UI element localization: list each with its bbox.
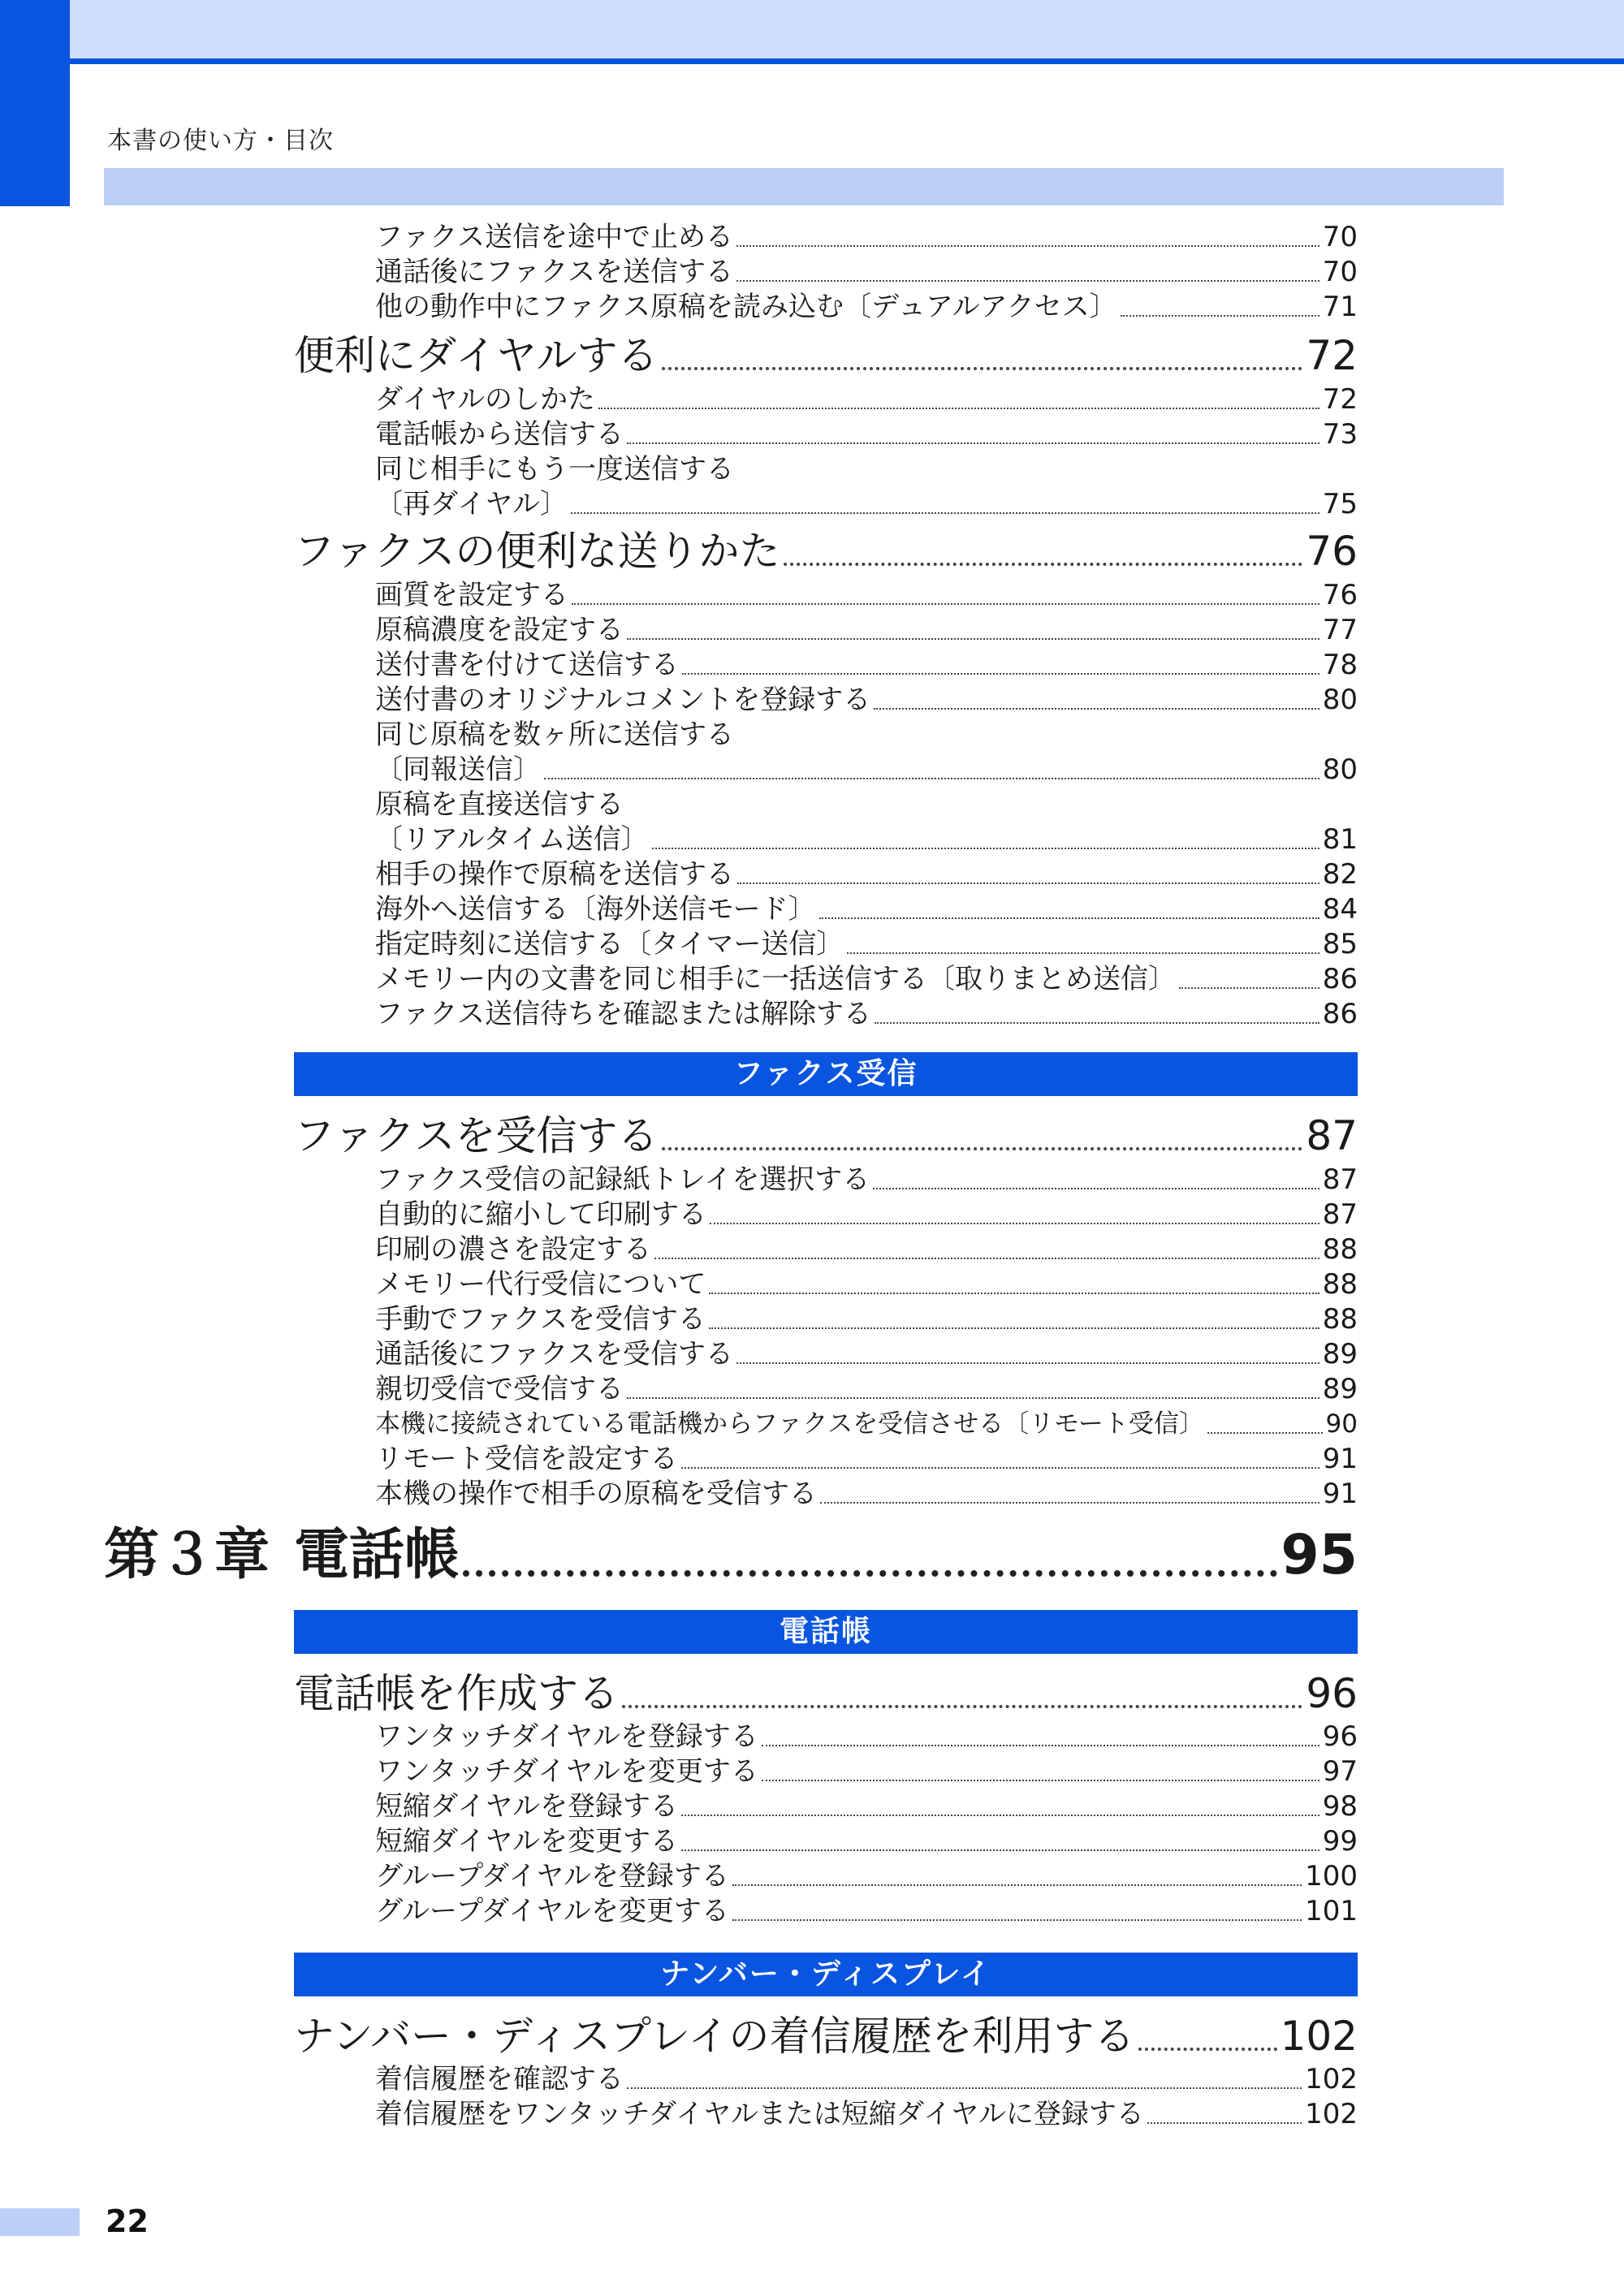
- toc-entry-title: 印刷の濃さを設定する: [375, 1233, 651, 1266]
- leader-dots: [732, 1884, 1302, 1886]
- toc-section-page: 76: [1306, 528, 1358, 575]
- section-banner: ナンバー・ディスプレイ: [294, 1953, 1358, 1996]
- toc-entry-title: グループダイヤルを登録する: [375, 1860, 729, 1892]
- toc-entry-page: 76: [1322, 579, 1358, 611]
- toc-entry-page: 89: [1322, 1373, 1358, 1405]
- toc-entry[interactable]: [375, 291, 1358, 323]
- toc-section-title: 便利にダイヤルする: [294, 332, 659, 379]
- toc-entry-page: 101: [1305, 1895, 1358, 1927]
- toc-entry[interactable]: [375, 823, 1358, 856]
- toc-entry-title: 〔再ダイヤル〕: [375, 488, 568, 520]
- toc-entry[interactable]: [375, 1443, 1358, 1475]
- leader-dots: [737, 883, 1320, 884]
- leader-dots: [873, 1188, 1319, 1189]
- section-banner: 電話帳: [294, 1610, 1358, 1654]
- toc-entry-page: 87: [1322, 1163, 1358, 1196]
- footer-bar: [0, 2208, 80, 2236]
- toc-entry[interactable]: [375, 1478, 1358, 1510]
- toc-entry[interactable]: [375, 1895, 1358, 1927]
- toc-entry-page: 88: [1322, 1303, 1358, 1336]
- toc-entry-page: 73: [1322, 418, 1358, 451]
- toc-entry-page: 90: [1325, 1409, 1358, 1439]
- toc-entry-page: 75: [1322, 488, 1358, 520]
- leader-dots: [622, 1705, 1302, 1708]
- toc-entry-title-line1: 同じ相手にもう一度送信する: [375, 453, 734, 486]
- toc-entry-title: 通話後にファクスを送信する: [375, 256, 733, 288]
- toc-entry-page: 88: [1322, 1233, 1358, 1266]
- toc-entry[interactable]: [375, 893, 1358, 926]
- toc-entry[interactable]: [375, 928, 1358, 960]
- toc-section[interactable]: [294, 1669, 1358, 1718]
- toc-entry-title: ファクス送信待ちを確認または解除する: [375, 998, 871, 1030]
- toc-entry[interactable]: [375, 1198, 1358, 1231]
- toc-entry-title: グループダイヤルを変更する: [375, 1895, 729, 1927]
- toc-entry[interactable]: [375, 488, 1358, 520]
- leader-dots: [709, 1293, 1319, 1294]
- toc-entry-page: 102: [1305, 2063, 1358, 2095]
- toc-entry[interactable]: [375, 256, 1358, 288]
- leader-dots: [627, 2087, 1302, 2089]
- toc-entry-page: 96: [1322, 1720, 1358, 1753]
- toc-entry-page: 100: [1305, 1860, 1358, 1892]
- toc-entry-page: 97: [1322, 1755, 1358, 1788]
- toc-entry-title: 海外へ送信する〔海外送信モード〕: [375, 893, 816, 926]
- toc-entry-page: 80: [1322, 684, 1358, 716]
- toc-entry-page: 80: [1322, 753, 1358, 786]
- toc-entry[interactable]: [375, 753, 1358, 786]
- page-number: 22: [106, 2203, 149, 2239]
- toc-entry-title: 手動でファクスを受信する: [375, 1303, 706, 1336]
- toc-entry[interactable]: [375, 1163, 1358, 1196]
- toc-section[interactable]: [294, 1111, 1358, 1160]
- toc-entry-title: 画質を設定する: [375, 579, 568, 611]
- toc-entry[interactable]: [375, 418, 1358, 451]
- toc-entry-title: 相手の操作で原稿を送信する: [375, 858, 734, 891]
- leader-dots: [681, 1815, 1320, 1816]
- leader-dots: [736, 280, 1320, 282]
- toc-section-page: 72: [1306, 332, 1358, 379]
- leader-dots: [709, 1327, 1320, 1329]
- toc-section[interactable]: [294, 527, 1358, 576]
- toc-entry-title-line1: 同じ原稿を数ヶ所に送信する: [375, 719, 734, 751]
- leader-dots: [598, 408, 1320, 409]
- toc-section-page: 96: [1306, 1670, 1358, 1717]
- toc-section-title: ナンバー・ディスプレイの着信履歴を利用する: [294, 2013, 1135, 2060]
- toc-entry-page: 85: [1322, 928, 1358, 960]
- toc-entry-title: 通話後にファクスを受信する: [375, 1338, 733, 1370]
- chapter-title: 電話帳: [294, 1523, 460, 1587]
- leader-dots: [736, 1362, 1320, 1364]
- toc-entry-title: ファクス受信の記録紙トレイを選択する: [375, 1163, 870, 1196]
- leader-dots: [662, 367, 1303, 370]
- toc-entry-title-line1: 原稿を直接送信する: [375, 788, 624, 821]
- toc-entry[interactable]: [375, 1338, 1358, 1370]
- toc-entry-page: 98: [1322, 1790, 1358, 1823]
- toc-entry-page: 84: [1322, 893, 1358, 926]
- toc-entry[interactable]: [375, 1303, 1358, 1336]
- leader-dots: [762, 1780, 1320, 1781]
- toc-entry-title: 自動的に縮小して印刷する: [375, 1198, 706, 1231]
- leader-dots: [1138, 2048, 1277, 2051]
- toc-section-page: 87: [1306, 1112, 1358, 1159]
- toc-entry[interactable]: [375, 579, 1358, 611]
- toc-entry[interactable]: [375, 1373, 1358, 1405]
- toc-entry-title: 送付書のオリジナルコメントを登録する: [375, 684, 871, 716]
- leader-dots: [652, 848, 1320, 849]
- leader-dots: [571, 512, 1320, 514]
- leader-dots: [874, 708, 1319, 710]
- toc-entry-page: 81: [1322, 823, 1358, 856]
- toc-entry-title: ファクス送信を途中で止める: [375, 221, 733, 253]
- toc-entry-title: 短縮ダイヤルを登録する: [375, 1790, 678, 1823]
- toc-entry-page: 70: [1322, 221, 1358, 253]
- toc-entry-title: 親切受信で受信する: [375, 1373, 624, 1405]
- toc-entry-title: 着信履歴をワンタッチダイヤルまたは短縮ダイヤルに登録する: [375, 2098, 1144, 2130]
- toc-entry[interactable]: [375, 383, 1358, 416]
- toc-entry-title: 短縮ダイヤルを変更する: [375, 1825, 678, 1858]
- toc-section-title: ファクスを受信する: [294, 1112, 659, 1159]
- toc-entry-page: 89: [1322, 1338, 1358, 1370]
- toc-entry-page: 71: [1322, 291, 1358, 323]
- leader-dots: [1121, 315, 1320, 317]
- toc-entry[interactable]: [375, 684, 1358, 716]
- leader-dots: [1147, 2122, 1302, 2124]
- leader-dots: [627, 1397, 1320, 1399]
- leader-dots: [1207, 1432, 1323, 1434]
- leader-dots: [682, 673, 1320, 675]
- toc-entry-title: 指定時刻に送信する〔タイマー送信〕: [375, 928, 844, 960]
- toc-entry-page: 78: [1322, 649, 1358, 681]
- toc-entry[interactable]: [375, 1268, 1358, 1301]
- toc-entry[interactable]: [375, 1790, 1358, 1823]
- toc-entry[interactable]: [375, 1755, 1358, 1788]
- leader-dots: [627, 442, 1320, 444]
- leader-dots: [820, 1502, 1320, 1504]
- toc-entry-title: メモリー内の文書を同じ相手に一括送信する〔取りまとめ送信〕: [375, 963, 1176, 995]
- leader-dots: [710, 1223, 1320, 1224]
- toc-entry-page: 99: [1322, 1825, 1358, 1858]
- toc-entry-title: メモリー代行受信について: [375, 1268, 706, 1301]
- leader-dots: [762, 1745, 1320, 1746]
- toc-entry-page: 86: [1322, 963, 1358, 995]
- toc-entry-title: 着信履歴を確認する: [375, 2063, 624, 2095]
- toc-entry-page: 102: [1305, 2098, 1358, 2130]
- toc-entry[interactable]: [375, 1825, 1358, 1858]
- toc-entry-title: 本機に接続されている電話機からファクスを受信させる〔リモート受信〕: [375, 1409, 1204, 1439]
- toc-entry-title: 本機の操作で相手の原稿を受信する: [375, 1478, 817, 1510]
- toc-entry-title: 送付書を付けて送信する: [375, 649, 679, 681]
- toc-entry-page: 86: [1322, 998, 1358, 1030]
- toc-entry-title: ダイヤルのしかた: [375, 383, 595, 416]
- toc-entry[interactable]: [375, 1720, 1358, 1753]
- leader-dots: [1179, 987, 1320, 989]
- leader-dots: [662, 1147, 1303, 1150]
- leader-dots: [572, 603, 1320, 605]
- toc-section-page: 102: [1280, 2013, 1358, 2060]
- leader-dots: [736, 245, 1320, 247]
- leader-dots: [544, 778, 1320, 779]
- toc-entry-page: 91: [1322, 1478, 1358, 1510]
- toc-entry[interactable]: [375, 2063, 1358, 2095]
- toc-entry-title: 原稿濃度を設定する: [375, 614, 624, 646]
- toc-entry-page: 91: [1322, 1443, 1358, 1475]
- section-banner: ファクス受信: [294, 1052, 1358, 1096]
- toc-entry[interactable]: [375, 649, 1358, 681]
- toc-entry-title: リモート受信を設定する: [375, 1443, 678, 1475]
- toc-entry[interactable]: [375, 2098, 1358, 2130]
- leader-dots: [875, 1022, 1320, 1024]
- leader-dots: [463, 1570, 1277, 1577]
- toc-entry-page: 72: [1322, 383, 1358, 416]
- toc-entry[interactable]: [375, 858, 1358, 891]
- toc-entry-title: 〔同報送信〕: [375, 753, 541, 786]
- toc-entry-title: 〔リアルタイム送信〕: [375, 823, 649, 856]
- toc-entry-title: 電話帳から送信する: [375, 418, 624, 451]
- leader-dots: [847, 952, 1319, 954]
- toc-entry-page: 70: [1322, 256, 1358, 288]
- chapter-label: 第３章: [104, 1523, 270, 1587]
- toc-entry[interactable]: [375, 1408, 1358, 1440]
- toc-section-title: ファクスの便利な送りかた: [294, 528, 780, 575]
- toc-entry-page: 88: [1322, 1268, 1358, 1301]
- leader-dots: [784, 563, 1303, 566]
- toc-entry-title: ワンタッチダイヤルを変更する: [375, 1755, 758, 1788]
- toc-chapter[interactable]: [104, 1521, 1358, 1590]
- toc-entry[interactable]: [375, 1233, 1358, 1266]
- toc-entry-page: 87: [1322, 1198, 1358, 1231]
- toc-entry-page: 77: [1322, 614, 1358, 646]
- toc-entry[interactable]: [375, 1860, 1358, 1892]
- toc-entry[interactable]: [375, 998, 1358, 1030]
- toc-entry[interactable]: [375, 963, 1358, 995]
- toc-entry-page: 82: [1322, 858, 1358, 891]
- chapter-page: 95: [1281, 1523, 1358, 1587]
- leader-dots: [732, 1919, 1302, 1921]
- toc-section[interactable]: [294, 2012, 1358, 2061]
- leader-dots: [654, 1258, 1320, 1259]
- breadcrumb: 本書の使い方・目次: [107, 127, 334, 155]
- leader-dots: [681, 1467, 1320, 1469]
- toc-section-title: 電話帳を作成する: [294, 1670, 619, 1717]
- leader-dots: [681, 1849, 1320, 1851]
- toc-entry[interactable]: [375, 221, 1358, 253]
- leader-dots: [627, 638, 1320, 640]
- leader-dots: [819, 917, 1320, 919]
- toc-section[interactable]: [294, 331, 1358, 380]
- toc-entry-title: 他の動作中にファクス原稿を読み込む〔デュアルアクセス〕: [375, 291, 1117, 323]
- toc-entry[interactable]: [375, 614, 1358, 646]
- toc-entry-title: ワンタッチダイヤルを登録する: [375, 1720, 758, 1753]
